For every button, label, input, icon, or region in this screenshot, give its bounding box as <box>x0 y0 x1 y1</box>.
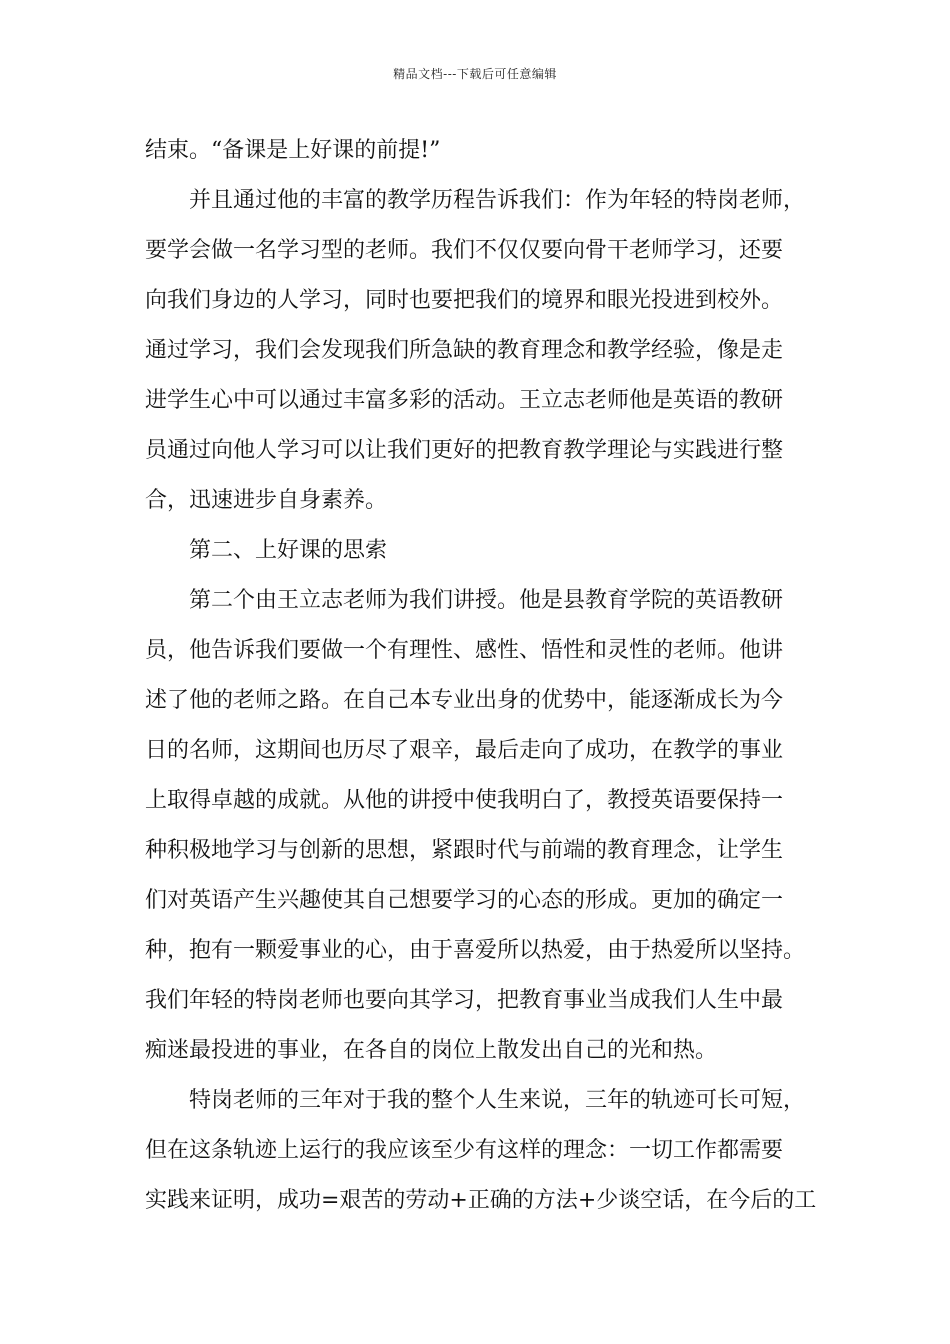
text-line: 但在这条轨迹上运行的我应该至少有这样的理念：一切工作都需要 <box>145 1138 784 1163</box>
text-line: 通过学习，我们会发现我们所急缺的教育理念和教学经验，像是走 <box>145 338 784 363</box>
section-heading: 第二、上好课的思索 <box>189 538 388 563</box>
text-line: 我们年轻的特岗老师也要向其学习，把教育事业当成我们人生中最 <box>145 988 784 1013</box>
text-line: 实践来证明，成功=艰苦的劳动+正确的方法+少谈空话，在今后的工 <box>145 1188 817 1213</box>
text-line: 痴迷最投进的事业，在各自的岗位上散发出自己的光和热。 <box>145 1038 718 1063</box>
text-line: 述了他的老师之路。在自己本专业出身的优势中，能逐渐成长为今 <box>145 688 784 713</box>
text-line: 种积极地学习与创新的思想，紧跟时代与前端的教育理念，让学生 <box>145 838 784 863</box>
paragraph-start-line: 第二个由王立志老师为我们讲授。他是县教育学院的英语教研 <box>189 588 784 613</box>
text-line: 员通过向他人学习可以让我们更好的把教育教学理论与实践进行整 <box>145 438 784 463</box>
text-line: 种，抱有一颗爱事业的心，由于喜爱所以热爱，由于热爱所以坚持。 <box>145 938 806 963</box>
text-line: 合，迅速进步自身素养。 <box>145 488 388 513</box>
text-line: 进学生心中可以通过丰富多彩的活动。王立志老师他是英语的教研 <box>145 388 784 413</box>
text-line: 向我们身边的人学习，同时也要把我们的境界和眼光投进到校外。 <box>145 288 784 313</box>
text-line: 上取得卓越的成就。从他的讲授中使我明白了，教授英语要保持一 <box>145 788 784 813</box>
text-line: 们对英语产生兴趣使其自己想要学习的心态的形成。更加的确定一 <box>145 888 784 913</box>
text-line: 结束。“备课是上好课的前提!” <box>145 138 441 163</box>
text-line: 要学会做一名学习型的老师。我们不仅仅要向骨干老师学习，还要 <box>145 238 784 263</box>
paragraph-start-line: 特岗老师的三年对于我的整个人生来说，三年的轨迹可长可短， <box>189 1088 806 1113</box>
text-line: 员，他告诉我们要做一个有理性、感性、悟性和灵性的老师。他讲 <box>145 638 784 663</box>
text-line: 日的名师，这期间也历尽了艰辛，最后走向了成功，在教学的事业 <box>145 738 784 763</box>
page-header: 精品文档---下载后可任意编辑 <box>393 67 557 81</box>
paragraph-start-line: 并且通过他的丰富的教学历程告诉我们：作为年轻的特岗老师， <box>189 188 806 213</box>
